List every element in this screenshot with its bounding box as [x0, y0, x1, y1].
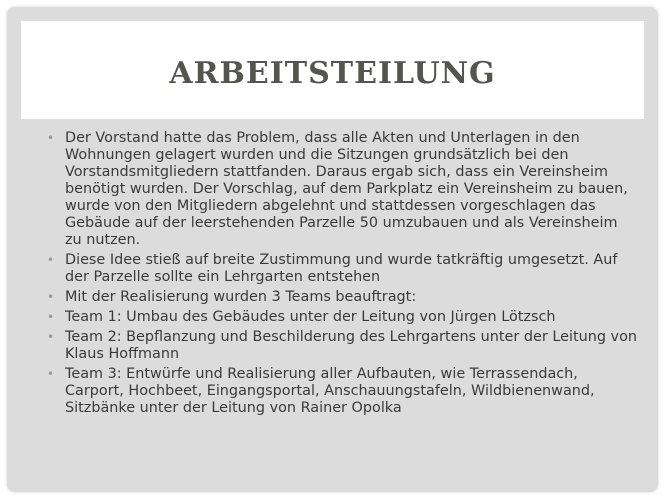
bullet-icon: •: [47, 310, 55, 324]
slide-title: ARBEITSTEILUNG: [169, 55, 496, 91]
list-item: [47, 252, 637, 286]
bullet-icon: •: [47, 330, 55, 344]
list-item: [47, 130, 637, 249]
list-item: [47, 366, 637, 417]
slide: [7, 7, 658, 492]
bullet-icon: •: [47, 367, 55, 381]
bullet-icon: •: [47, 290, 55, 304]
list-item-text: Team 3: Entwürfe und Realisierung aller Aufbauten, wie Terrassendach, Carport, Hochbeet, Eingangsportal, Anschauungstafeln, Wildbienenwand, Sitzbänke unter der Leitung von Rainer Opolka: [65, 366, 595, 416]
title-band: [21, 21, 644, 119]
list-item: [47, 289, 637, 306]
list-item-text: Mit der Realisierung wurden 3 Teams beauftragt:: [65, 289, 417, 305]
list-item-text: Team 2: Bepflanzung und Beschilderung des Lehrgartens unter der Leitung von Klaus Hoffmann: [65, 329, 637, 362]
list-item-text: Team 1: Umbau des Gebäudes unter der Leitung von Jürgen Lötzsch: [65, 309, 556, 325]
bullet-list: [47, 130, 637, 420]
list-item-text: Der Vorstand hatte das Problem, dass alle Akten und Unterlagen in den Wohnungen gelagert wurden und die Sitzungen grundsätzlich bei den Vorstandsmitgliedern stattfanden. Daraus ergab sich, dass ein Vereinsheim benötigt wurden. Der Vorschlag, auf dem Parkplatz ein Vereinsheim zu bauen, wurde von den Mitgliedern abgelehnt und stattdessen vorgeschlagen das Gebäude auf der leerstehenden Parzelle 50 umzubauen und als Vereinsheim zu nutzen.: [65, 130, 628, 248]
bullet-icon: •: [47, 253, 55, 267]
list-item: [47, 309, 637, 326]
bullet-icon: •: [47, 131, 55, 145]
list-item-text: Diese Idee stieß auf breite Zustimmung und wurde tatkräftig umgesetzt. Auf der Parzelle sollte ein Lehrgarten entstehen: [65, 252, 618, 285]
list-item: [47, 329, 637, 363]
